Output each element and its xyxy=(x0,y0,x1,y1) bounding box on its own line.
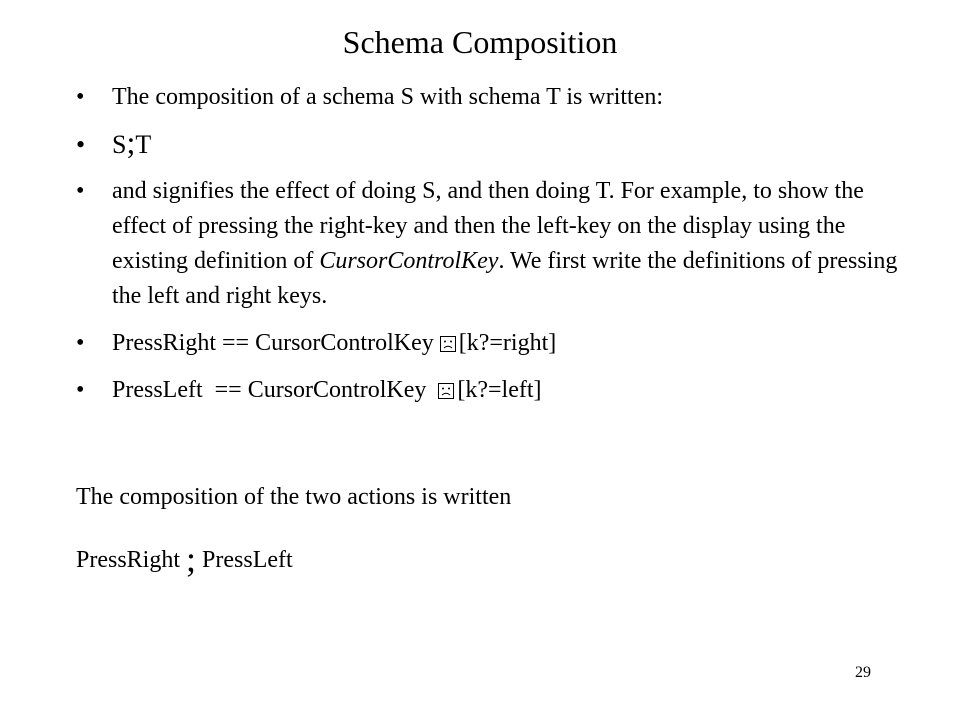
bullet-text: The composition of a schema S with schema T is written: xyxy=(112,84,664,110)
bullet-item-press-right xyxy=(72,326,902,361)
schema-t: T xyxy=(135,130,152,159)
frown-icon xyxy=(438,375,454,391)
schema-s: S xyxy=(112,130,127,159)
page-number: 29 xyxy=(855,664,871,681)
bullet-item-s-t xyxy=(72,124,902,162)
composition-expression xyxy=(76,538,293,578)
press-left-definition: PressLeft == CursorControlKey xyxy=(112,377,433,403)
press-left-term: PressLeft xyxy=(202,547,293,573)
composition-statement: The composition of the two actions is written xyxy=(76,484,512,510)
press-right-definition: PressRight == CursorControlKey xyxy=(112,330,440,356)
bullet-dot: • xyxy=(76,84,85,110)
bullet-dot: • xyxy=(76,330,85,356)
bullet-dot: • xyxy=(76,178,85,204)
explanation-text-part1: and signifies the effect of doing S, and then doing T. For example, to show the effect of pressing the right-key and then the left-key on the display using the existing definition of xyxy=(112,178,864,274)
bullet-item-explanation xyxy=(72,174,902,314)
bullet-list xyxy=(72,80,902,420)
explanation-text-part2: . We first write the definitions of pressing the left and right keys. xyxy=(112,248,898,309)
composition-semicolon: ; xyxy=(126,124,136,160)
press-left-condition: [k?=left] xyxy=(457,377,542,403)
slide-title: Schema Composition xyxy=(342,24,618,60)
bullet-dot: • xyxy=(76,377,85,403)
bullet-item-press-left xyxy=(72,373,902,408)
bullet-dot: • xyxy=(76,130,86,159)
frown-icon xyxy=(440,328,456,344)
cursor-control-key-italic: CursorControlKey xyxy=(319,248,499,274)
composition-operator: ; xyxy=(186,539,197,579)
press-right-term: PressRight xyxy=(76,547,181,573)
press-right-condition: [k?=right] xyxy=(458,330,557,356)
bullet-item-composition-intro xyxy=(72,80,902,115)
